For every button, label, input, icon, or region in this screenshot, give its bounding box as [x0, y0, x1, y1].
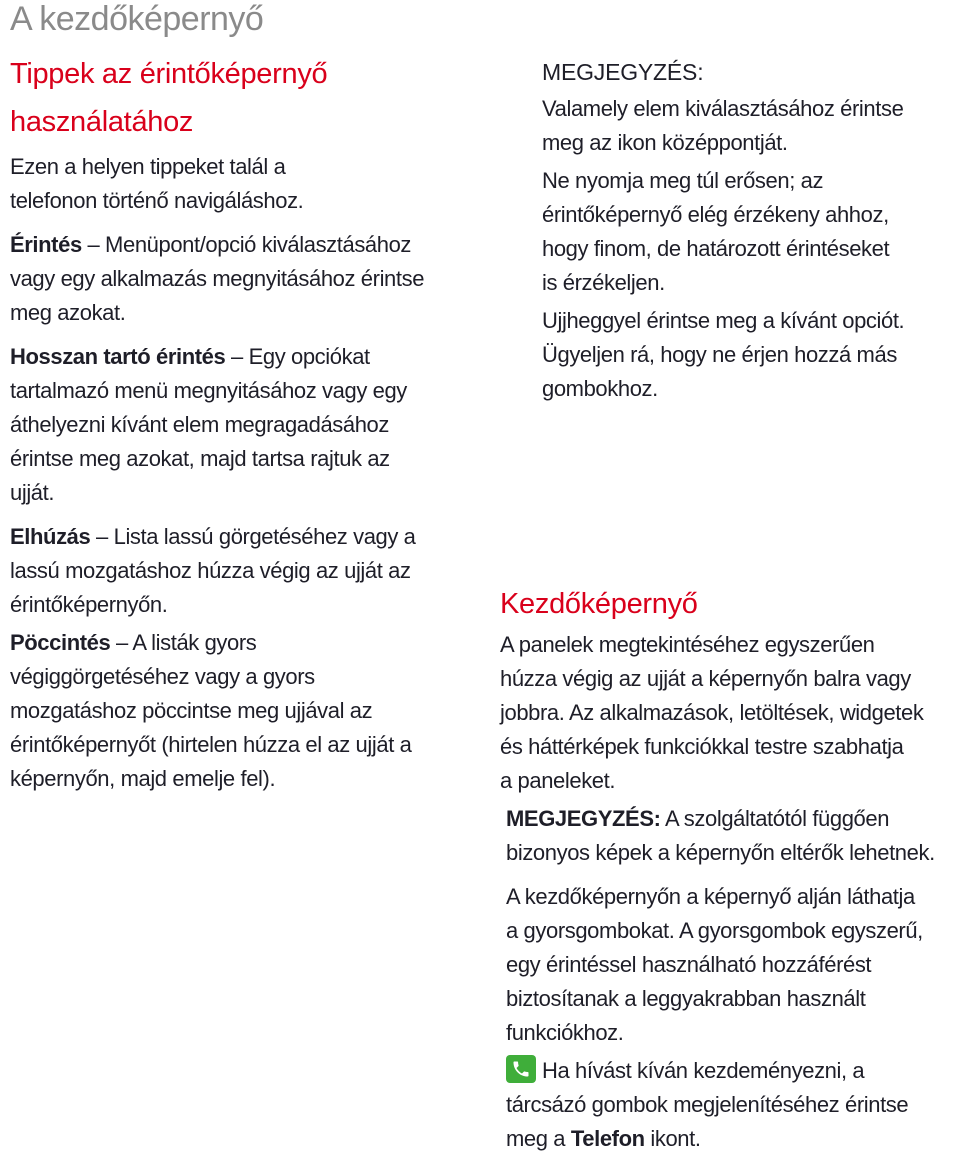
intro-line: Ezen a helyen tippeket talál a: [10, 154, 286, 179]
home-note-line: bizonyos képek a képernyőn eltérők lehetnek.: [506, 840, 935, 865]
note-line: Ügyeljen rá, hogy ne érjen hozzá más: [542, 342, 897, 367]
quick-line: biztosítanak a leggyakrabban használt: [506, 986, 866, 1011]
home-line: húzza végig az ujját a képernyőn balra vagy: [500, 666, 911, 691]
quick-buttons-paragraph: [500, 880, 960, 1050]
home-note-line: A szolgáltatótól függően: [660, 806, 890, 831]
call-line: tárcsázó gombok megjelenítéséhez érintse: [506, 1092, 909, 1117]
flick-line: mozgatáshoz pöccintse meg ujjával az: [10, 698, 373, 723]
long-touch-line: ujját.: [10, 480, 55, 505]
page-title: A kezdőképernyő: [10, 0, 264, 38]
note-line: meg az ikon középpontját.: [542, 130, 788, 155]
flick-line: képernyőn, majd emelje fel).: [10, 766, 276, 791]
note-line: Ne nyomja meg túl erősen; az: [542, 168, 824, 193]
drag-line: – Lista lassú görgetéséhez vagy a: [90, 524, 416, 549]
note-block: [500, 52, 960, 406]
note-line: gombokhoz.: [542, 376, 658, 401]
call-line: meg a: [506, 1126, 571, 1151]
home-paragraph: [500, 628, 960, 798]
call-paragraph: [500, 1054, 960, 1156]
home-line: és háttérképek funkciókkal testre szabhatja: [500, 734, 904, 759]
call-line: Ha hívást kíván kezdeményezni, a: [542, 1058, 865, 1083]
drag-line: lassú mozgatáshoz húzza végig az ujját az: [10, 558, 411, 583]
tips-heading-line1: Tippek az érintőképernyő: [10, 58, 328, 90]
note-label: MEGJEGYZÉS:: [542, 59, 704, 85]
quick-line: egy érintéssel használható hozzáférést: [506, 952, 872, 977]
quick-line: A kezdőképernyőn a képernyő alján láthatja: [506, 884, 915, 909]
tips-heading-line2: használatához: [10, 106, 194, 138]
drag-term: Elhúzás: [10, 524, 91, 549]
note-line: Ujjheggyel érintse meg a kívánt opciót.: [542, 308, 905, 333]
home-line: A panelek megtekintéséhez egyszerűen: [500, 632, 875, 657]
long-touch-line: áthelyezni kívánt elem megragadásához: [10, 412, 389, 437]
long-touch-line: érintse meg azokat, majd tartsa rajtuk az: [10, 446, 390, 471]
note-paragraph-2: [542, 164, 960, 300]
long-touch-term: Hosszan tartó érintés: [10, 344, 226, 369]
phone-icon: [506, 1055, 536, 1083]
note-line: is érzékeljen.: [542, 270, 665, 295]
left-column: [10, 50, 450, 796]
home-section: [500, 580, 960, 1156]
touch-line: meg azokat.: [10, 300, 126, 325]
quick-line: funkciókhoz.: [506, 1020, 624, 1045]
touch-line: vagy egy alkalmazás megnyitásához érintse: [10, 266, 425, 291]
home-note-paragraph: [500, 802, 960, 870]
long-touch-paragraph: [10, 340, 450, 510]
long-touch-line: – Egy opciókat: [225, 344, 370, 369]
long-touch-line: tartalmazó menü megnyitásához vagy egy: [10, 378, 407, 403]
touch-line: – Menüpont/opció kiválasztásához: [81, 232, 412, 257]
flick-line: végiggörgetéséhez vagy a gyors: [10, 664, 315, 689]
home-note-label: MEGJEGYZÉS:: [506, 806, 661, 831]
tips-heading: [10, 50, 450, 146]
note-line: érintőképernyő elég érzékeny ahhoz,: [542, 202, 889, 227]
touch-term: Érintés: [10, 232, 82, 257]
telefon-term: Telefon: [570, 1126, 645, 1151]
note-line: Valamely elem kiválasztásához érintse: [542, 96, 904, 121]
note-paragraph-1: [542, 92, 960, 160]
home-heading: Kezdőképernyő: [500, 588, 698, 620]
call-line: ikont.: [644, 1126, 701, 1151]
phone-handset-glyph: [511, 1059, 531, 1079]
intro-paragraph: [10, 150, 450, 218]
intro-line: telefonon történő navigáláshoz.: [10, 188, 304, 213]
drag-line: érintőképernyőn.: [10, 592, 168, 617]
touch-paragraph: [10, 228, 450, 330]
quick-line: a gyorsgombokat. A gyorsgombok egyszerű,: [506, 918, 923, 943]
drag-paragraph: [10, 520, 450, 622]
note-paragraph-3: [542, 304, 960, 406]
flick-term: Pöccintés: [10, 630, 111, 655]
home-line: a paneleket.: [500, 768, 616, 793]
note-line: hogy finom, de határozott érintéseket: [542, 236, 890, 261]
flick-line: érintőképernyőt (hirtelen húzza el az ujját a: [10, 732, 412, 757]
right-column: [500, 52, 960, 1151]
flick-paragraph: [10, 626, 450, 796]
flick-line: – A listák gyors: [110, 630, 257, 655]
home-line: jobbra. Az alkalmazások, letöltések, widgetek: [500, 700, 924, 725]
